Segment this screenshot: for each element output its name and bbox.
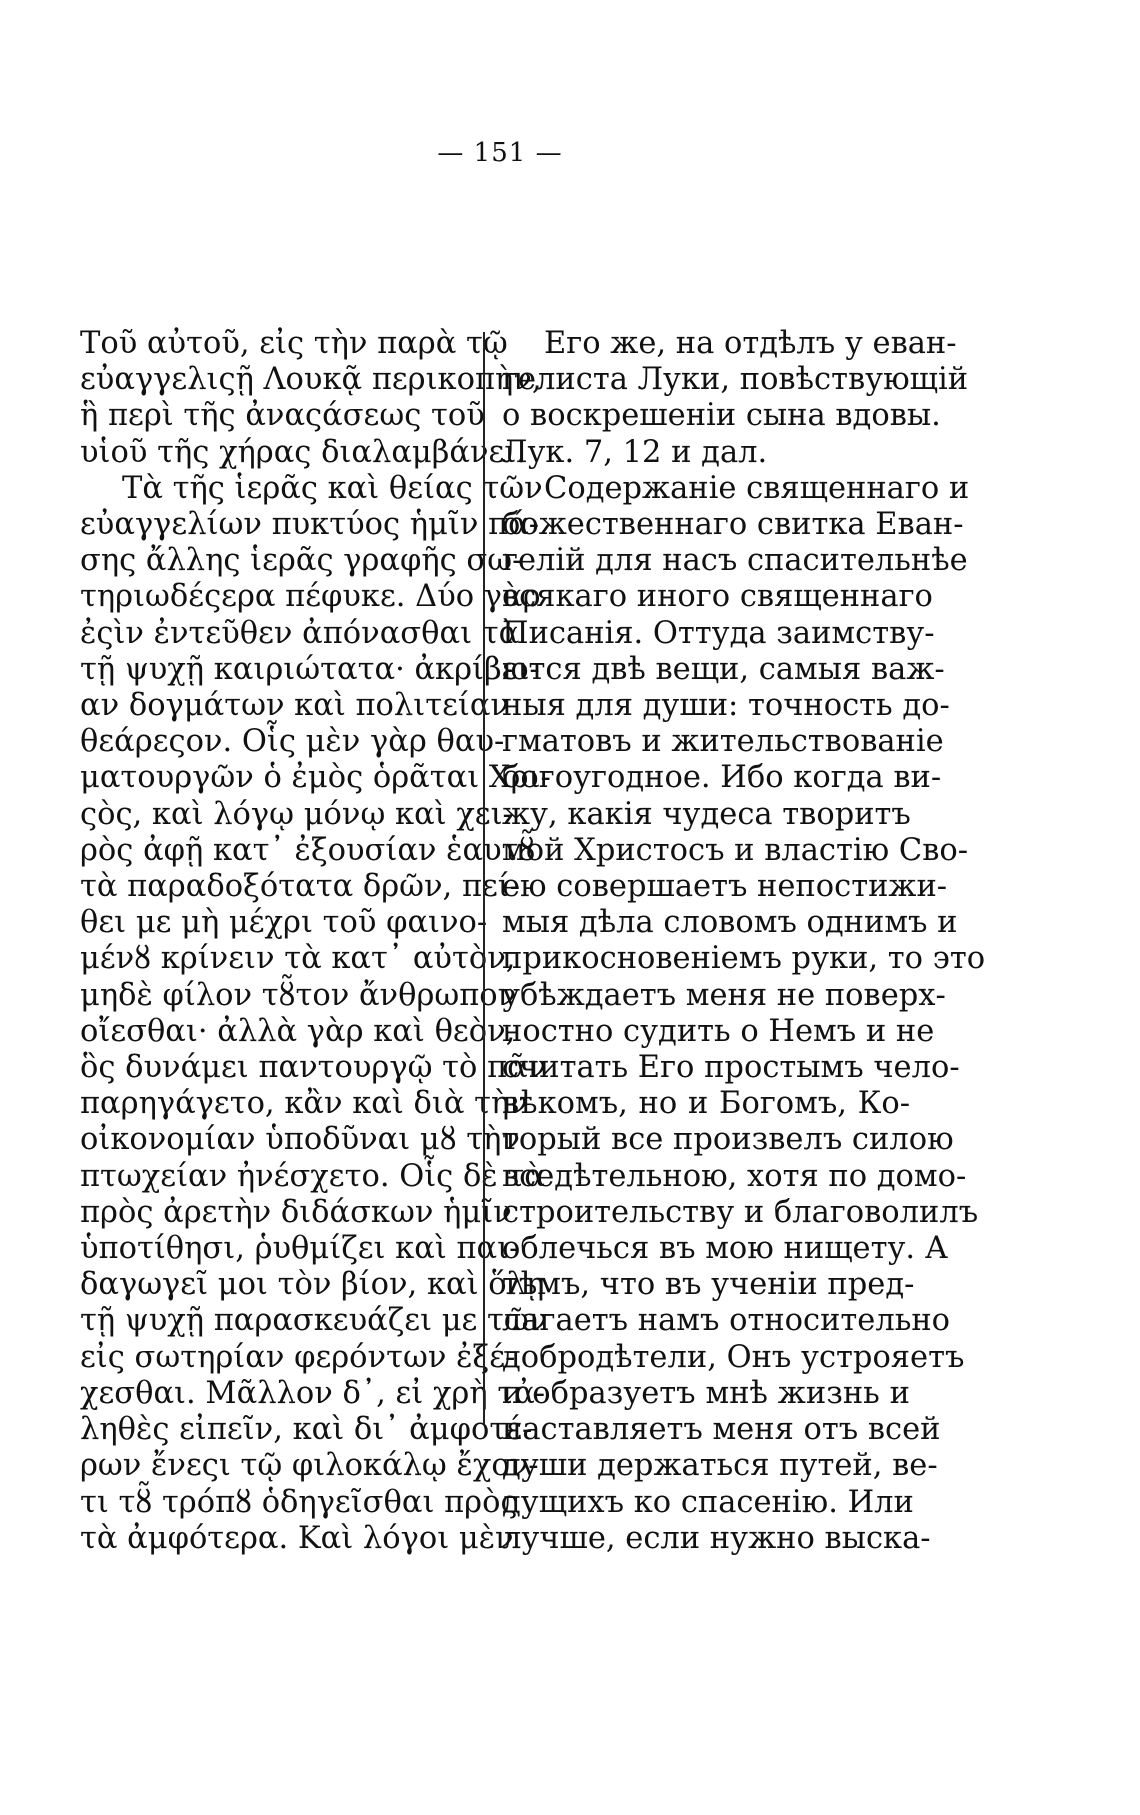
greek-line: εὐαγγελιςῇ Λουκᾷ περικοπὴν, [80,362,542,398]
russian-line: строительству и благоволилъ [502,1194,979,1230]
russian-line: прикосновеніемъ руки, то это [502,941,986,977]
russian-line: и образуетъ мнѣ жизнь и [502,1375,910,1411]
greek-line: μηδὲ φίλον τȣ̃τον ἄνθρωπον [80,977,517,1013]
russian-line: Лук. 7, 12 и дал. [502,434,768,470]
greek-line: υἱοῦ τῆς χήρας διαλαμβάνει. [80,434,526,470]
greek-line: ρων ἔνεςι τῷ φιλοκάλῳ ἔχον- [80,1448,539,1484]
russian-text-column [502,326,986,1557]
greek-line: τῇ ψυχῇ παρασκευάζει με τῶν [80,1303,548,1339]
russian-line: богоугодное. Ибо когда ви- [502,760,942,796]
russian-line: жу, какія чудеса творитъ [502,796,911,832]
greek-line: ςὸς, καὶ λόγῳ μόνῳ καὶ χει- [80,796,513,832]
greek-line: ληθὲς εἰπεῖν, καὶ δι᾽ ἀμφοτέ- [80,1412,533,1448]
greek-line: σης ἄλλης ἱερᾶς γραφῆς σω- [80,543,523,579]
russian-line: ею совершаетъ непостижи- [502,869,948,905]
greek-line: τι τȣ̃ τρόπȣ ὁδηγεῖσθαι πρὸς [80,1484,518,1520]
greek-line: μένȣ κρίνειν τὰ κατ᾽ αὐτὸν, [80,941,516,977]
russian-line: Содержаніе священнаго и [544,470,970,506]
russian-line: облечься въ мою нищету. А [502,1231,948,1267]
russian-line: тѣмъ, что въ ученіи пред- [502,1267,915,1303]
greek-line: πρὸς ἀρετὴν διδάσκων ἡμῖν [80,1194,512,1230]
greek-line: χεσθαι. Μᾶλλον δ᾽, εἰ χρὴ τἀ- [80,1375,546,1411]
greek-line: αν δογμάτων καὶ πολιτείαν [80,688,509,724]
russian-line: убѣждаетъ меня не поверх- [502,977,946,1013]
greek-line: Τοῦ αὐτοῦ, εἰς τὴν παρὰ τῷ [80,326,508,361]
greek-line: ἐςὶν ἐντεῦθεν ἀπόνασθαι τὰ [80,615,520,651]
russian-line: считать Его простымъ чело- [502,1050,960,1086]
russian-line: торый все произвелъ силою [502,1122,954,1158]
greek-line: δαγωγεῖ μοι τὸν βίον, καὶ ὅλῃ [80,1267,545,1303]
russian-line: лагаетъ намъ относительно [502,1303,951,1339]
russian-line: всякаго иного священнаго [502,579,933,615]
greek-line: ὑποτίθησι, ῥυθμίζει καὶ παι- [80,1231,520,1267]
russian-line: мой Христосъ и властію Сво- [502,832,969,868]
greek-line: οἰκονομίαν ὑποδῦναι μȣ τὴν [80,1122,520,1158]
russian-line: ностно судить о Немъ и не [502,1013,935,1049]
russian-line: Писанія. Оттуда заимству- [502,615,935,651]
greek-line: παρηγάγετο, κἂν καὶ διὰ τὴν [80,1086,528,1122]
greek-line: τὰ ἀμφότερα. Καὶ λόγοι μὲν [80,1520,514,1556]
russian-line: дущихъ ко спасенію. Или [502,1484,914,1520]
greek-line: τὰ παραδοξότατα δρῶν, πεί- [80,869,521,905]
column-divider [483,332,485,1424]
greek-line: ματουργῶν ὁ ἐμὸς ὁρᾶται Χρι- [80,760,551,796]
greek-line: εὐαγγελίων πυκτύος ἡμῖν πά- [80,507,540,543]
russian-line: гелиста Луки, повѣствующій [502,362,969,398]
russian-line: добродѣтели, Онъ устрояетъ [502,1339,965,1375]
greek-line: τῇ ψυχῇ καιριώτατα· ἀκρίβει- [80,651,540,687]
russian-line: души держаться путей, ве- [502,1448,938,1484]
greek-line: εἰς σωτηρίαν φερόντων ἐξέ- [80,1339,516,1375]
russian-line: гматовъ и жительствованіе [502,724,944,760]
greek-line: ὃς δυνάμει παντουργῷ τὸ πᾶν [80,1050,547,1086]
russian-line: наставляетъ меня отъ всей [502,1412,941,1448]
russian-line: божественнаго свитка Еван- [502,507,964,543]
russian-line: вѣкомъ, но и Богомъ, Ко- [502,1086,910,1122]
russian-line: о воскрешеніи сына вдовы. [502,398,941,434]
greek-line: Τὰ τῆς ἱερᾶς καὶ θείας τῶν [122,470,543,506]
russian-line: ныя для души: точность до- [502,688,950,724]
greek-line: θει με μὴ μέχρι τοῦ φαινο- [80,905,488,941]
greek-line: ἣ περὶ τῆς ἀναςάσεως τοῦ [80,398,485,434]
russian-line: ются двѣ вещи, самыя важ- [502,651,945,687]
greek-line: οἴεσθαι· ἀλλὰ γὰρ καὶ θεὸν, [80,1013,516,1049]
russian-line: гелій для насъ спасительнѣе [502,543,968,579]
greek-text-column [80,326,551,1557]
russian-line: Его же, на отдѣлъ у еван- [544,326,957,361]
greek-line: πτωχείαν ἠνέσχετο. Οἷς δὲ τὰ [80,1158,545,1194]
russian-line: вседѣтельною, хотя по домо- [502,1158,967,1194]
russian-line: лучше, если нужно выска- [502,1520,931,1556]
greek-line: τηριωδέςερα πέφυκε. Δύο γὰρ [80,579,541,615]
russian-line: мыя дѣла словомъ однимъ и [502,905,958,941]
greek-line: θεάρεςον. Οἷς μὲν γὰρ θαυ- [80,724,505,760]
page-number: — 151 — [437,138,563,168]
greek-line: ρὸς ἀφῇ κατ᾽ ἐξουσίαν ἑαυτȣ̃ [80,832,536,868]
